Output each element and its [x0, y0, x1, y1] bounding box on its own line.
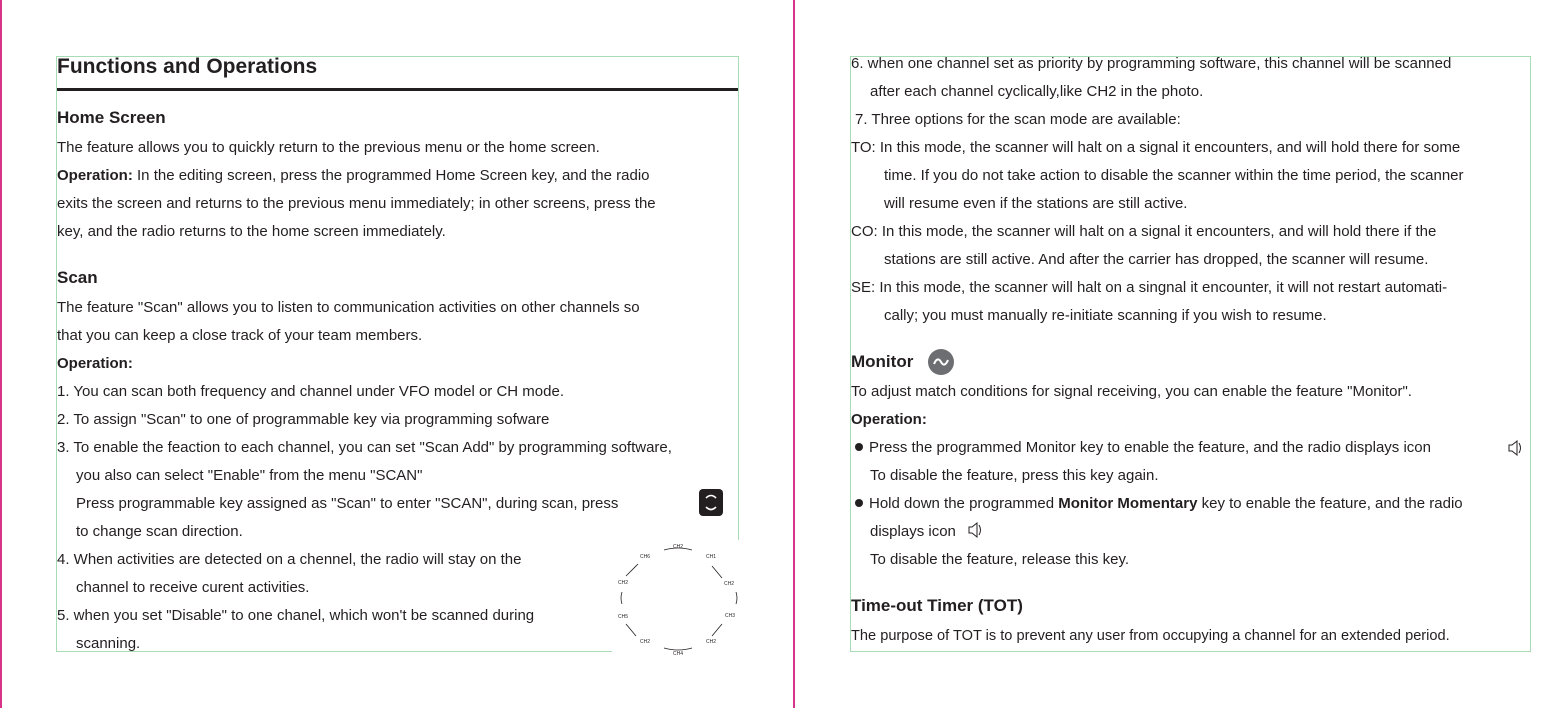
cycle-label: CH2 [724, 581, 735, 587]
cycle-label: CH3 [725, 613, 736, 619]
page-edge-left [0, 0, 2, 708]
scan-text-2: that you can keep a close track of your team members. [57, 327, 423, 344]
cycle-label: CH5 [618, 614, 629, 620]
arc-right [736, 592, 737, 604]
scan-item-3c: Press programmable key assigned as "Scan" to enter "SCAN", during scan, press [76, 495, 619, 512]
home-screen-heading: Home Screen [57, 108, 166, 127]
arc-left [621, 592, 622, 604]
monitor-bullet-2b: displays icon [870, 523, 956, 540]
home-text-1: The feature allows you to quickly return to the previous menu or the home screen. [57, 139, 600, 156]
monitor-bullet-2c: To disable the feature, release this key. [870, 551, 1130, 568]
scan-text-1: The feature "Scan" allows you to listen to communication activities on other channels so [57, 299, 640, 316]
scan-item-6a: 6. when one channel set as priority by programming software, this channel will be scanned [851, 55, 1452, 72]
cycle-label: CH2 [640, 639, 651, 645]
scan-item-3a: 3. To enable the feaction to each channel, you can set "Scan Add" by programming software, [57, 439, 672, 456]
cycle-label: CH2 [618, 580, 629, 586]
arc-bottom-left [626, 624, 636, 636]
tot-text-1: The purpose of TOT is to prevent any user from occupying a channel for an extended period. [851, 628, 1450, 644]
monitor-icon [928, 349, 954, 375]
home-operation-label: Operation: [57, 167, 133, 184]
title-rule [57, 88, 738, 91]
scan-item-5b: scanning. [76, 635, 141, 652]
page-fold [793, 0, 795, 708]
monitor-text-1: To adjust match conditions for signal receiving, you can enable the feature "Monitor". [851, 383, 1412, 400]
scan-item-7: 7. Three options for the scan mode are available: [855, 111, 1181, 128]
bullet-icon [855, 443, 863, 451]
cycle-label: CH6 [640, 554, 651, 560]
cycle-label: CH4 [673, 651, 684, 657]
tot-heading: Time-out Timer (TOT) [851, 596, 1023, 615]
scan-item-4a: 4. When activities are detected on a chennel, the radio will stay on the [57, 551, 522, 568]
scan-mode-se-a: SE: In this mode, the scanner will halt on a singnal it encounter, it will not restart automati- [851, 279, 1448, 296]
cycle-label: CH1 [706, 554, 717, 560]
cycle-label: CH2 [706, 639, 717, 645]
arc-top-right [712, 566, 722, 578]
scan-cycle-diagram [612, 540, 744, 658]
home-text-3: exits the screen and returns to the previous menu immediately; in other screens, press the [57, 195, 656, 212]
scan-mode-co-b: stations are still active. And after the carrier has dropped, the scanner will resume. [884, 251, 1429, 268]
scan-heading: Scan [57, 268, 98, 287]
scan-item-6b: after each channel cyclically,like CH2 in the photo. [870, 83, 1204, 100]
scan-cycle-svg [612, 540, 744, 658]
scan-item-4b: channel to receive curent activities. [76, 579, 310, 596]
home-text-4: key, and the radio returns to the home screen immediately. [57, 223, 446, 240]
scan-item-5a: 5. when you set "Disable" to one chanel, which won't be scanned during [57, 607, 535, 624]
bullet-icon [855, 499, 863, 507]
cycle-label: CH2 [673, 544, 684, 550]
home-text-2: Operation: In the editing screen, press the programmed Home Screen key, and the radio [57, 167, 650, 184]
scan-mode-to-b: time. If you do not take action to disable the scanner within the time period, the scanner [884, 167, 1464, 184]
arc-top-left [626, 564, 638, 576]
scan-item-3b: you also can select "Enable" from the menu "SCAN" [76, 467, 423, 484]
speaker-icon [968, 521, 982, 539]
page-title: Functions and Operations [57, 55, 318, 78]
scan-item-1: 1. You can scan both frequency and channel under VFO model or CH mode. [57, 383, 564, 400]
arc-bottom [664, 648, 692, 650]
arc-bottom-right [712, 624, 722, 636]
monitor-bullet-1: Press the programmed Monitor key to enable the feature, and the radio displays icon [855, 439, 1431, 457]
monitor-bullet-1b: To disable the feature, press this key again. [870, 467, 1159, 484]
scan-mode-se-b: cally; you must manually re-initiate scanning if you wish to resume. [884, 307, 1327, 324]
speaker-icon [1508, 439, 1522, 457]
scan-mode-to-a: TO: In this mode, the scanner will halt on a signal it encounters, and will hold there for some [851, 139, 1461, 156]
scan-mode-co-a: CO: In this mode, the scanner will halt on a signal it encounters, and will hold there if the [851, 223, 1437, 240]
monitor-heading: Monitor [851, 352, 914, 371]
monitor-operation-label: Operation: [851, 411, 927, 428]
scan-item-2: 2. To assign "Scan" to one of programmable key via programming sofware [57, 411, 550, 428]
scan-item-3d: to change scan direction. [76, 523, 243, 540]
scan-operation-label: Operation: [57, 355, 133, 372]
monitor-bullet-2: Hold down the programmed Monitor Momentary key to enable the feature, and the radio [855, 495, 1463, 513]
scan-mode-to-c: will resume even if the stations are still active. [884, 195, 1188, 212]
scan-direction-key-icon [699, 489, 723, 516]
